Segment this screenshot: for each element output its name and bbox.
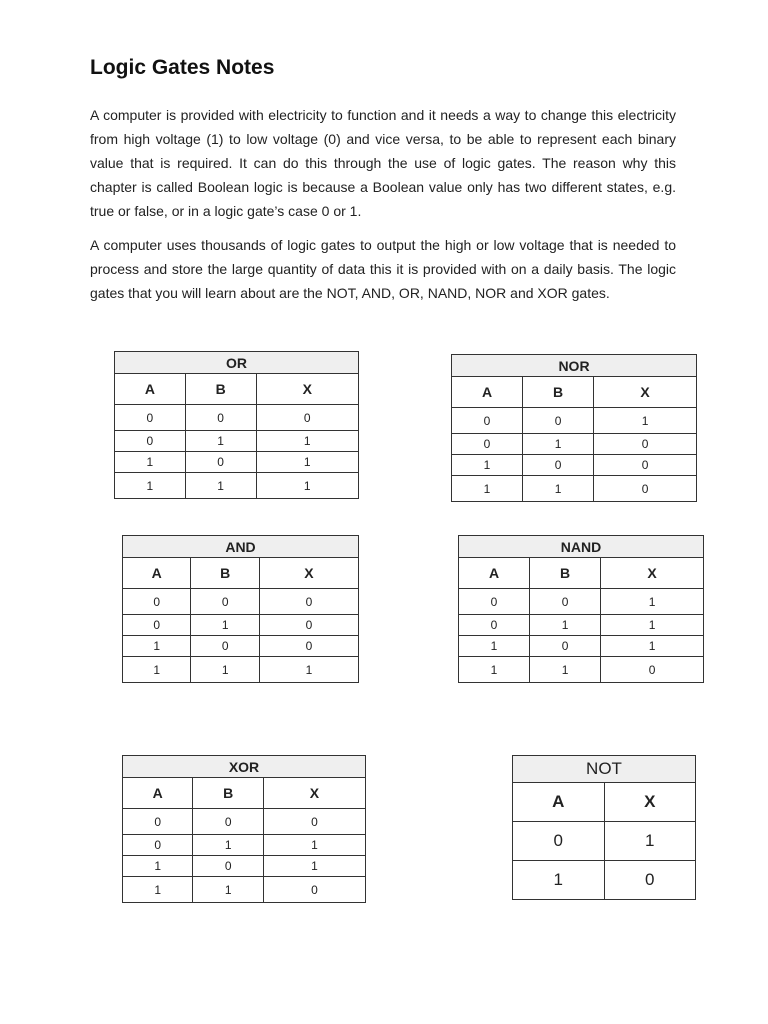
column-header-b: B [191,558,259,589]
cell-x: 1 [256,452,359,473]
cell-x: 0 [263,877,365,903]
table-row [123,589,359,615]
cell-a: 0 [123,615,191,636]
table-row [459,615,704,636]
cell-x: 0 [594,476,697,502]
cell-b: 0 [530,636,601,657]
table-row [452,434,697,455]
cell-a: 0 [115,431,186,452]
cell-b: 1 [191,615,259,636]
intro-paragraph: A computer is provided with electricity to function and it needs a way to change this electricity from high voltage (1) to low voltage (0) and vice versa, to be able to represent each binary value that is required. It can do this through the use of logic gates. The reason why this chapter is called Boolean logic is because a Boolean value only has two different states, e.g. true or false, or in a logic gate’s case 0 or 1. [90,107,676,219]
cell-x: 0 [594,455,697,476]
column-header-x: X [601,558,704,589]
cell-a: 0 [452,434,523,455]
table-title: XOR [123,756,366,778]
nand-truth-table [458,535,704,683]
and-truth-table [122,535,359,683]
cell-x: 0 [259,636,358,657]
table-row [115,473,359,499]
cell-b: 0 [185,452,256,473]
cell-b: 0 [530,589,601,615]
cell-b: 1 [193,835,263,856]
cell-b: 1 [185,431,256,452]
cell-a: 0 [513,822,605,861]
cell-a: 1 [452,455,523,476]
cell-a: 0 [459,589,530,615]
table-row [123,809,366,835]
table-row [513,861,696,900]
cell-x: 1 [594,408,697,434]
cell-x: 1 [259,657,358,683]
table-title: OR [115,352,359,374]
table-title: NOR [452,355,697,377]
table-row [459,657,704,683]
cell-a: 1 [123,636,191,657]
column-header-a: A [123,778,193,809]
cell-x: 0 [259,589,358,615]
cell-x: 1 [601,615,704,636]
cell-b: 1 [191,657,259,683]
table-row [115,452,359,473]
nor-truth-table [451,354,697,502]
cell-x: 1 [604,822,696,861]
cell-x: 1 [601,636,704,657]
column-header-b: B [523,377,594,408]
cell-b: 0 [193,856,263,877]
cell-a: 0 [123,835,193,856]
table-row [452,455,697,476]
column-header-b: B [185,374,256,405]
cell-x: 0 [256,405,359,431]
cell-b: 0 [191,589,259,615]
cell-a: 0 [452,408,523,434]
cell-b: 1 [530,615,601,636]
column-header-x: X [256,374,359,405]
column-header-a: A [123,558,191,589]
not-truth-table [512,755,696,900]
cell-a: 0 [123,589,191,615]
cell-x: 0 [601,657,704,683]
table-row [513,822,696,861]
cell-b: 0 [185,405,256,431]
table-row [115,431,359,452]
column-header-x: X [259,558,358,589]
cell-a: 0 [123,809,193,835]
table-title: AND [123,536,359,558]
cell-x: 0 [604,861,696,900]
cell-a: 1 [459,657,530,683]
cell-x: 0 [259,615,358,636]
column-header-a: A [452,377,523,408]
page-title: Logic Gates Notes [90,56,275,79]
cell-x: 1 [263,835,365,856]
cell-b: 0 [193,809,263,835]
cell-b: 0 [523,408,594,434]
column-header-x: X [263,778,365,809]
cell-a: 1 [123,877,193,903]
cell-x: 0 [263,809,365,835]
column-header-x: X [604,783,696,822]
cell-b: 1 [523,476,594,502]
table-row [115,405,359,431]
table-row [123,877,366,903]
cell-a: 1 [513,861,605,900]
column-header-a: A [459,558,530,589]
xor-truth-table [122,755,366,903]
cell-x: 1 [601,589,704,615]
cell-a: 1 [115,473,186,499]
table-title: NOT [513,756,696,783]
table-row [452,408,697,434]
cell-a: 1 [452,476,523,502]
cell-a: 1 [123,856,193,877]
cell-b: 0 [191,636,259,657]
cell-a: 1 [115,452,186,473]
column-header-b: B [530,558,601,589]
table-row [123,636,359,657]
cell-x: 1 [256,473,359,499]
column-header-b: B [193,778,263,809]
cell-b: 1 [185,473,256,499]
column-header-a: A [513,783,605,822]
cell-x: 0 [594,434,697,455]
table-row [123,856,366,877]
cell-x: 1 [256,431,359,452]
cell-b: 1 [530,657,601,683]
table-row [123,615,359,636]
cell-a: 0 [459,615,530,636]
table-row [123,657,359,683]
cell-a: 0 [115,405,186,431]
table-title: NAND [459,536,704,558]
or-truth-table [114,351,359,499]
gates-paragraph: A computer uses thousands of logic gates to output the high or low voltage that is needed to process and store the large quantity of data this it is provided with on a daily basis. The logic gates that you will learn about are the NOT, AND, OR, NAND, NOR and XOR gates. [90,237,676,301]
cell-a: 1 [459,636,530,657]
column-header-x: X [594,377,697,408]
cell-x: 1 [263,856,365,877]
table-row [452,476,697,502]
table-row [123,835,366,856]
table-row [459,636,704,657]
cell-b: 1 [193,877,263,903]
cell-b: 0 [523,455,594,476]
table-row [459,589,704,615]
cell-a: 1 [123,657,191,683]
cell-b: 1 [523,434,594,455]
column-header-a: A [115,374,186,405]
